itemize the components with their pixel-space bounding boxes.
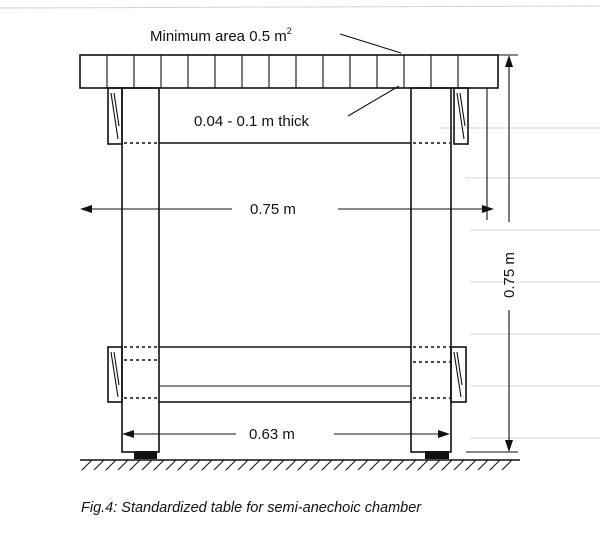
- lower-cross-rail: [124, 347, 450, 402]
- lower-side-blocks: [108, 347, 466, 402]
- leader-lines: [340, 34, 401, 116]
- ground-hatching: [82, 460, 512, 470]
- figure-caption: Fig.4: Standardized table for semi-anechoic chamber: [81, 500, 422, 516]
- table-top-plank-dividers: [107, 55, 458, 88]
- thickness-label: 0.04 - 0.1 m thick: [194, 113, 310, 130]
- background-scan-lines: [0, 6, 600, 438]
- left-foot: [134, 451, 157, 459]
- height-label: 0.75 m: [501, 252, 518, 298]
- width-label: 0.75 m: [250, 201, 296, 218]
- table-feet: [134, 451, 449, 459]
- ground: [80, 460, 520, 470]
- table-top: [80, 55, 498, 88]
- leg-spacing-label: 0.63 m: [249, 426, 295, 443]
- left-leg: [122, 88, 159, 452]
- right-foot: [425, 451, 449, 459]
- min-area-label: Minimum area 0.5 $m^2$: [150, 26, 292, 45]
